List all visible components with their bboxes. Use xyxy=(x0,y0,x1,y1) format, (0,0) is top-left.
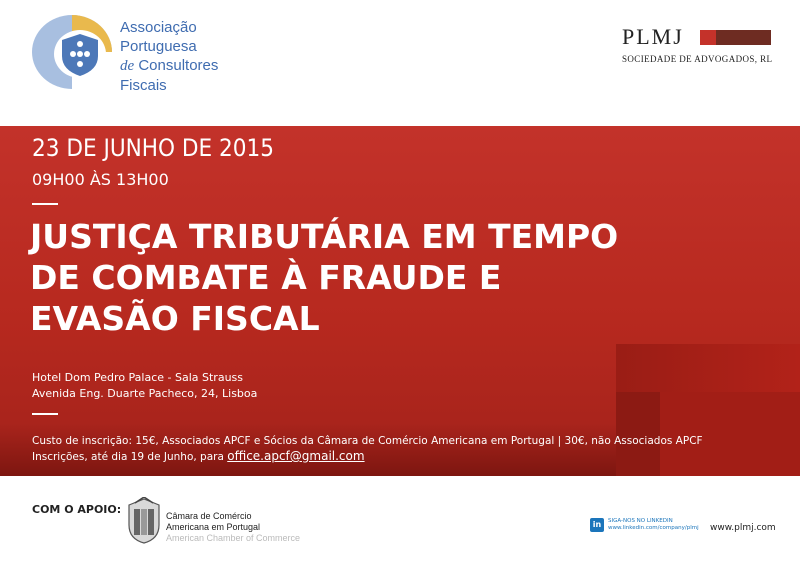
event-title-line-2: DE COMBATE À FRAUDE E xyxy=(30,258,502,297)
event-time: 09H00 ÀS 13H00 xyxy=(32,170,169,189)
registration-prefix: Inscrições, até dia 19 de Junho, para xyxy=(32,451,228,463)
venue-line-2: Avenida Eng. Duarte Pacheco, 24, Lisboa xyxy=(32,387,258,400)
event-banner xyxy=(0,126,800,476)
apcf-line-1: Associação xyxy=(120,19,197,36)
apcf-line-3-rest: Consultores xyxy=(134,57,219,74)
amcham-name xyxy=(166,511,300,544)
linkedin-block[interactable] xyxy=(608,518,699,532)
apcf-logo xyxy=(32,14,116,90)
plmj-subtitle: SOCIEDADE DE ADVOGADOS, RL xyxy=(622,54,773,64)
amcham-crest-icon xyxy=(125,497,163,545)
linkedin-url[interactable]: www.linkedin.com/company/plmj xyxy=(608,525,699,531)
event-title-line-3: EVASÃO FISCAL xyxy=(30,299,320,338)
venue-line-1: Hotel Dom Pedro Palace - Sala Strauss xyxy=(32,371,244,384)
fee-text: Custo de inscrição: 15€, Associados APCF e Sócios da Câmara de Comércio Americana em Portugal | 30€, não Associados APCF xyxy=(32,435,703,447)
decorative-square-top xyxy=(616,344,800,392)
event-title-line-1: JUSTIÇA TRIBUTÁRIA EM TEMPO xyxy=(30,217,619,256)
support-label: COM O APOIO: xyxy=(32,503,122,516)
event-title xyxy=(30,216,618,339)
event-date: 23 DE JUNHO DE 2015 xyxy=(32,134,274,162)
registration-text xyxy=(32,449,703,465)
amcham-line-2: Americana em Portugal xyxy=(166,522,261,532)
event-venue xyxy=(32,370,257,402)
amcham-line-3: American Chamber of Commerce xyxy=(166,533,301,543)
plmj-logo-red-block xyxy=(700,30,716,45)
plmj-logo-dark-block xyxy=(716,30,771,45)
apcf-line-4: Fiscais xyxy=(120,77,167,94)
plmj-logo-text: PLMJ xyxy=(622,24,684,49)
divider-dash xyxy=(32,413,58,415)
apcf-line-2: Portuguesa xyxy=(120,38,197,55)
apcf-line-3-prefix: de xyxy=(120,58,135,74)
registration-email-link[interactable]: office.apcf@gmail.com xyxy=(227,449,365,463)
amcham-line-1: Câmara de Comércio xyxy=(166,511,252,521)
website-link[interactable]: www.plmj.com xyxy=(710,523,776,533)
linkedin-label: SIGA-NOS NO LINKEDIN xyxy=(608,518,673,524)
apcf-line-3 xyxy=(120,56,218,76)
divider-dash xyxy=(32,203,58,205)
linkedin-icon[interactable]: in xyxy=(590,518,604,532)
registration-info xyxy=(32,434,703,465)
apcf-name xyxy=(120,18,218,95)
